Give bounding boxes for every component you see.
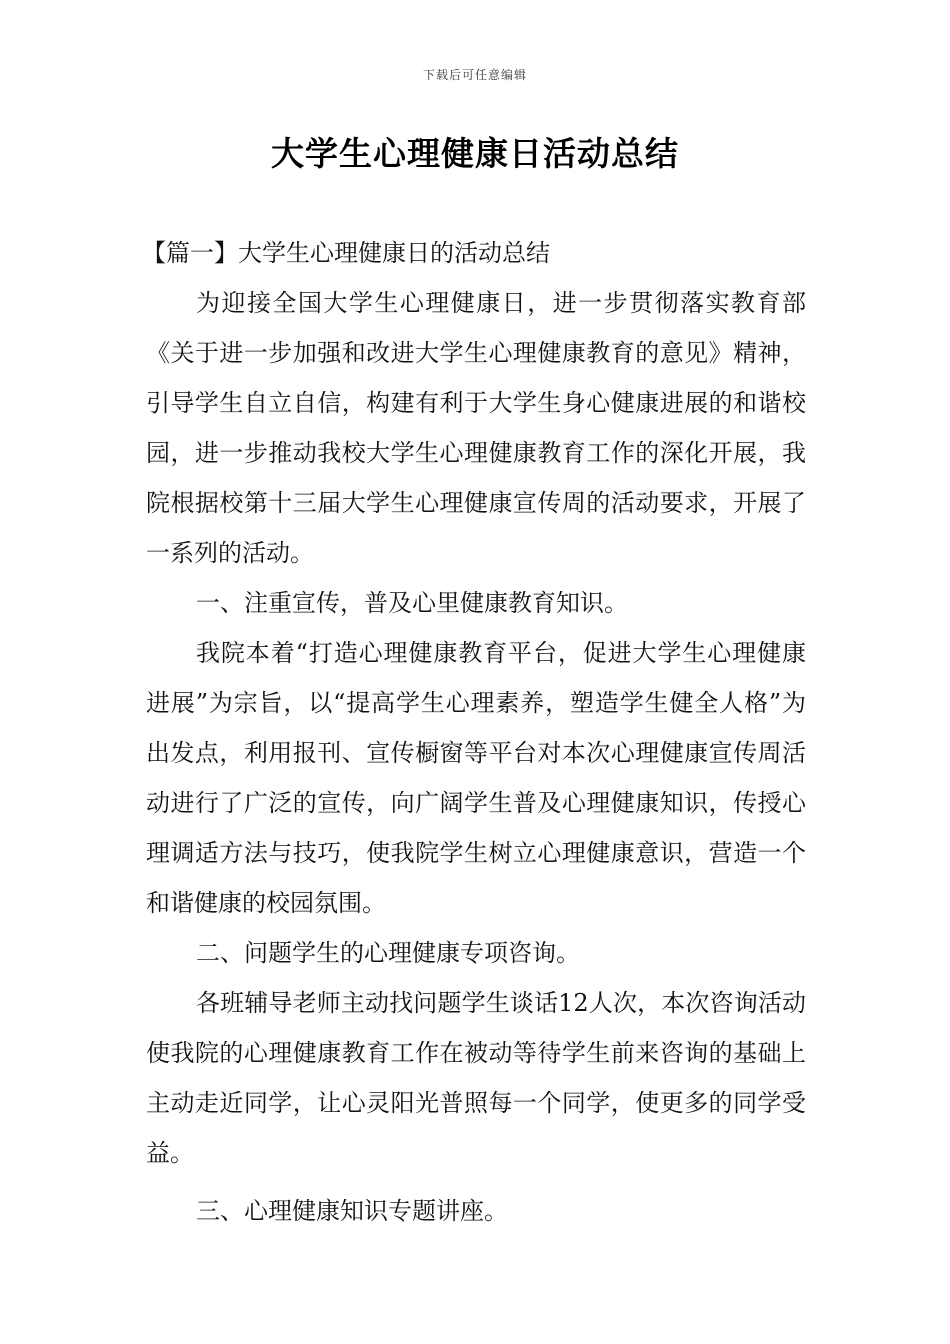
paragraph-intro: 为迎接全国大学生心理健康日，进一步贯彻落实教育部《关于进一步加强和改进大学生心理健康教育的意见》精神，引导学生自立自信，构建有利于大学生身心健康进展的和谐校园，进一步推动我校大学生心理健康教育工作的深化开展，我院根据校第十三届大学生心理健康宣传周的活动要求，开展了一系列的活动。 [146,289,806,567]
paragraph-publicity: 我院本着“打造心理健康教育平台，促进大学生心理健康进展”为宗旨，以“提高学生心理素养，塑造学生健全人格”为出发点，利用报刊、宣传橱窗等平台对本次心理健康宣传周活动进行了广泛的宣传，向广阔学生普及心理健康知识，传授心理调适方法与技巧，使我院学生树立心理健康意识，营造一个和谐健康的校园氛围。 [146,639,806,917]
document-body [142,228,806,1236]
page-header-note: 下载后可任意编辑 [422,68,527,82]
paragraph-consultation: 各班辅导老师主动找问题学生谈话12人次，本次咨询活动使我院的心理健康教育工作在被动等待学生前来咨询的基础上主动走近同学，让心灵阳光普照每一个同学，使更多的同学受益。 [146,989,806,1167]
section-title: 【篇一】大学生心理健康日的活动总结 [142,239,550,267]
heading-lecture: 三、心理健康知识专题讲座。 [196,1197,508,1225]
document-title: 大学生心理健康日活动总结 [271,134,679,173]
heading-consultation: 二、问题学生的心理健康专项咨询。 [196,939,580,967]
heading-publicity: 一、注重宣传，普及心里健康教育知识。 [196,589,628,617]
